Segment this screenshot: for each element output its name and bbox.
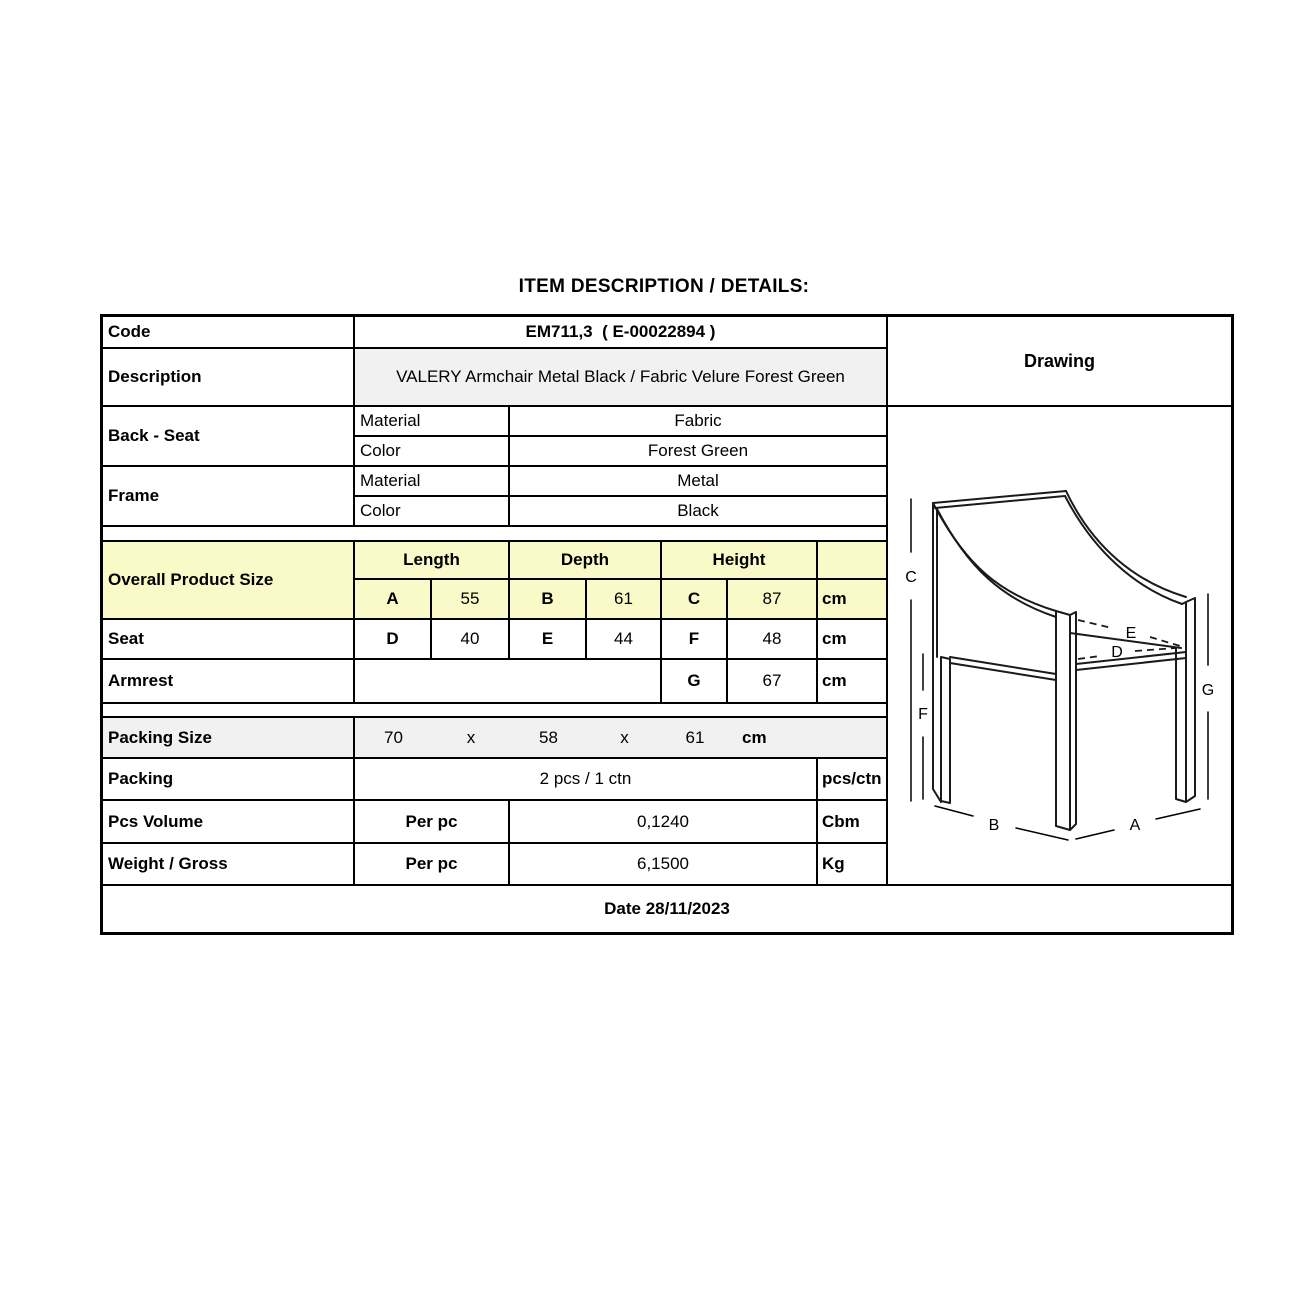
dim-d-key: D bbox=[355, 620, 432, 660]
date-row: Date 28/11/2023 bbox=[604, 899, 730, 918]
frame-color-label: Color bbox=[355, 497, 510, 527]
dim-label-g: G bbox=[1201, 682, 1215, 699]
separator-band bbox=[103, 704, 888, 718]
drawing-header: Drawing bbox=[888, 317, 1231, 407]
frame-color-value: Black bbox=[510, 497, 888, 527]
back-seat-label: Back - Seat bbox=[103, 407, 355, 467]
frame-material-value: Metal bbox=[510, 467, 888, 497]
chair-back-left-edge bbox=[933, 503, 941, 802]
chair-rear-left-leg bbox=[941, 657, 950, 803]
frame-label: Frame bbox=[103, 467, 355, 527]
chair-left-arm-curve-inner bbox=[937, 509, 1056, 617]
dim-g-value: 67 bbox=[728, 660, 818, 704]
dim-label-b: B bbox=[988, 817, 1000, 834]
seat-label: Seat bbox=[103, 620, 355, 660]
pcs-volume-label: Pcs Volume bbox=[103, 801, 355, 844]
dim-line-b bbox=[935, 806, 1068, 840]
page-title: ITEM DESCRIPTION / DETAILS: bbox=[518, 276, 810, 297]
description-label: Description bbox=[103, 349, 355, 407]
dim-c-key: C bbox=[662, 580, 728, 620]
height-header: Height bbox=[662, 542, 818, 580]
chair-right-arm-curve-inner bbox=[1065, 496, 1182, 604]
packing-size-length: 70 bbox=[384, 727, 403, 747]
separator-band bbox=[103, 527, 888, 542]
armrest-label: Armrest bbox=[103, 660, 355, 704]
pcs-volume-per-label: Per pc bbox=[355, 801, 510, 844]
armrest-blank-cell bbox=[355, 660, 662, 704]
weight-gross-per-label: Per pc bbox=[355, 844, 510, 886]
dim-e-key: E bbox=[510, 620, 587, 660]
packing-size-unit: cm bbox=[742, 727, 767, 747]
seat-unit: cm bbox=[818, 620, 888, 660]
dim-label-d: D bbox=[1111, 644, 1123, 661]
dim-c-value: 87 bbox=[728, 580, 818, 620]
armchair-drawing bbox=[888, 407, 1231, 885]
depth-header: Depth bbox=[510, 542, 662, 580]
packing-label: Packing bbox=[103, 759, 355, 801]
code-value: EM711,3 ( E-00022894 ) bbox=[355, 317, 888, 349]
packing-unit: pcs/ctn bbox=[818, 759, 888, 801]
chair-left-arm-curve bbox=[933, 503, 1056, 611]
packing-value: 2 pcs / 1 ctn bbox=[355, 759, 818, 801]
back-seat-material-value: Fabric bbox=[510, 407, 888, 437]
dim-f-value: 48 bbox=[728, 620, 818, 660]
weight-gross-value: 6,1500 bbox=[510, 844, 818, 886]
dim-a-value: 55 bbox=[432, 580, 510, 620]
code-label: Code bbox=[103, 317, 355, 349]
chair-right-arm-curve bbox=[1066, 491, 1186, 597]
drawing-cell bbox=[888, 407, 1231, 886]
overall-unit: cm bbox=[818, 580, 888, 620]
header-blank-cell bbox=[818, 542, 888, 580]
packing-size-x1: x bbox=[466, 727, 476, 747]
dim-label-f: F bbox=[918, 706, 928, 723]
packing-size-label: Packing Size bbox=[103, 718, 355, 759]
dim-g-key: G bbox=[662, 660, 728, 704]
back-seat-color-label: Color bbox=[355, 437, 510, 467]
frame-material-label: Material bbox=[355, 467, 510, 497]
pcs-volume-value: 0,1240 bbox=[510, 801, 818, 844]
dim-a-key: A bbox=[355, 580, 432, 620]
pcs-volume-unit: Cbm bbox=[818, 801, 888, 844]
chair-seat-left-rail bbox=[950, 657, 1056, 680]
packing-size-x2: x bbox=[620, 727, 629, 747]
weight-gross-label: Weight / Gross bbox=[103, 844, 355, 886]
dim-label-c: C bbox=[905, 569, 917, 586]
item-details-table bbox=[100, 314, 1234, 935]
dim-b-key: B bbox=[510, 580, 587, 620]
dim-b-value: 61 bbox=[587, 580, 662, 620]
dim-d-value: 40 bbox=[432, 620, 510, 660]
dim-e-value: 44 bbox=[587, 620, 662, 660]
back-seat-color-value: Forest Green bbox=[510, 437, 888, 467]
dim-f-key: F bbox=[662, 620, 728, 660]
length-header: Length bbox=[355, 542, 510, 580]
armrest-unit: cm bbox=[818, 660, 888, 704]
chair-front-right-leg bbox=[1176, 598, 1195, 802]
dim-label-e: E bbox=[1125, 625, 1137, 642]
weight-gross-unit: Kg bbox=[818, 844, 888, 886]
chair-back-top bbox=[933, 491, 1066, 508]
packing-size-height: 61 bbox=[685, 727, 705, 747]
back-seat-material-label: Material bbox=[355, 407, 510, 437]
description-value bbox=[355, 349, 888, 407]
description-text: VALERY Armchair Metal Black / Fabric Velure Forest Green bbox=[396, 367, 845, 387]
dim-line-d bbox=[1078, 648, 1176, 659]
dim-label-a: A bbox=[1129, 817, 1141, 834]
packing-size-depth: 58 bbox=[539, 727, 558, 747]
packing-size-values bbox=[355, 718, 888, 759]
chair-front-left-leg bbox=[1056, 611, 1076, 830]
overall-size-label: Overall Product Size bbox=[103, 542, 355, 620]
